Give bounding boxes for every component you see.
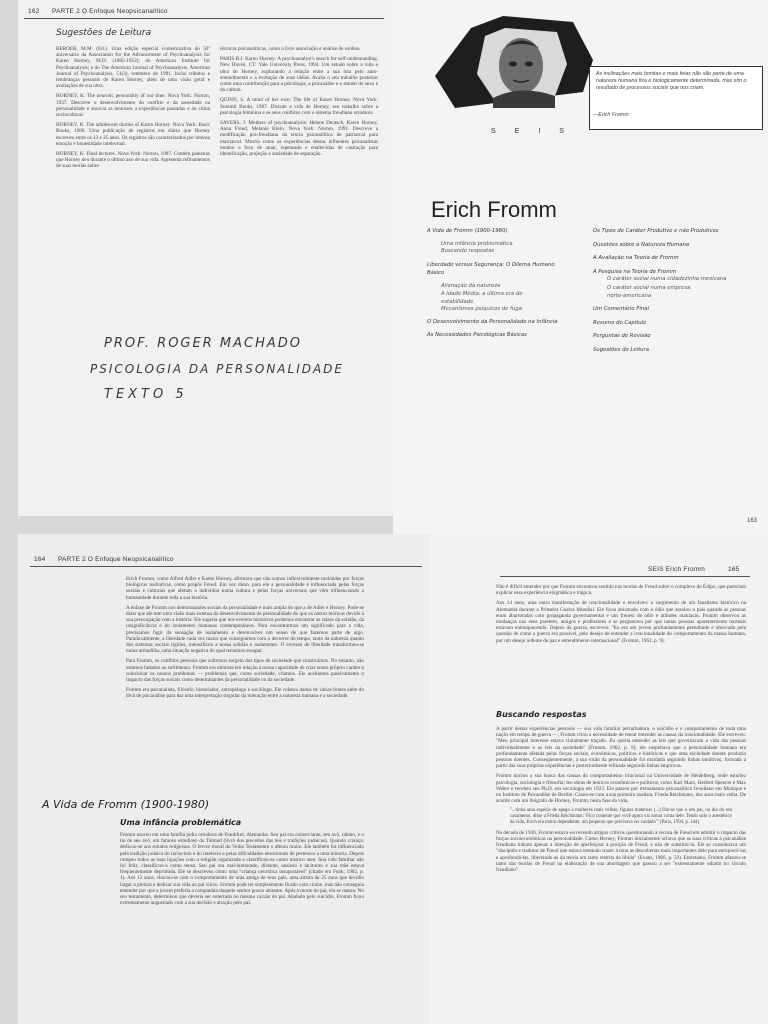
toc-right-column [593,228,763,354]
toc-item: O Desenvolvimento da Personalidade na Infância [427,319,558,325]
toc-item: A Avaliação na Teoria de Fromm [593,255,679,262]
paragraph: A ênfase de Fromm nos determinantes sociais da personalidade é mais ampla do que a de Adler e Horney. Pode-se dizer que ele tem uma visão mais extensa do desenvolvimento da personalidade do que os outros teóricos devido à sua preocupação com a história. Ele sugeria que nos eventos históricos podemos encontrar as raízes da solidão, da insignificância e do isolamento humanos contemporâneos. Para encontrarmos um significado para a vida, precisamos fugir da sensação de isolamento e desenvolver um senso de que fazemos parte de algo. Paradoxalmente, a liberdade cada vez maior que conseguimos com o decorrer do tempo, tanto da natureza quanto dos sistemas sociais rígidos, intensificou a nossa solidão e isolamento. O excesso de liberdade transformou-se numa armadilha, uma situação negativa do qual tentamos escapar. [126,604,364,655]
body-text-164 [120,832,364,910]
reference-item: SAYERS, J. Mothers of psychoanalysis: Helene Deutsch, Karen Horney, Anna Freud, Melanie Klein. Nova York: Norton, 1991. Descreve a modificação pós-freudiana da teoria psicanalítica de patriarcal para matriarcal. Mostra como as experiências destas influentes psicanalistas mudou o foco de atuar, repensado e enaltecidas de castração para identificação, projeção e ansiedade de separação. [220,120,378,158]
paragraph: Não é difícil entender por que Fromm encontrou sentido nas teorias de Freud sobre o complexo de Édipo, que pareciam explicar essa experiência enigmática e trágica. [496,584,746,597]
toc-item: A Vida de Fromm (1900-1980) [427,228,508,234]
page-number-165: 165 [728,566,740,573]
chapter-label: SEIS [491,128,583,135]
section-title-sugestoes: Sugestões de Leitura [56,28,152,38]
header-rule [24,18,384,19]
toc-item: Liberdade versus Segurança: O Dilema Humano Básico [427,262,555,276]
toc-item: O caráter social numa cidadezinha mexicana [607,276,727,283]
page-163 [393,0,768,534]
running-head-165: SEIS Erich Fromm [648,566,706,573]
paragraph: Fromm era psicanalista, filósofo, historiador, antropólogo e sociólogo. Ele coletou dados de várias fontes além do divã de psicanálise para dar uma interpretação singular da interação entre a natureza humana e a sociedade. [126,687,364,700]
references-right-column [220,46,378,161]
reference-item: PARIS B.J. Karen Horney: A psychoanalyst's search for self-understanding. New Haven, CT: Yale University Press, 1994. Um estudo sobre a vida e obra de Horney, explorando a relação entre a sua luta pelo auto-entendimento e a evolução de suas idéias. Avalia o seu trabalho posterior como uma contribuição para a psicologia, a psicanálise e o estudo do sexo e da cultura. [220,56,378,94]
toc-item: Um Comentário Final [593,305,649,312]
page-162 [18,0,393,516]
header-rule [500,576,750,577]
toc-item: Perguntas de Revisão [593,333,651,340]
header-rule [30,566,422,567]
references-left-column [56,46,210,174]
body-text-165-bottom [496,726,746,877]
body-text-165-top [496,584,746,648]
paragraph: Para Fromm, os conflitos pessoais que sofremos surgem dos tipos de sociedade que construímos. No entanto, não estamos fadados ao sofrimento. Fromm era otimista em relação à nossa capacidade de criar nosso próprio caráter e solucionar os nossos problemas — problemas que, como sociedade, criamos. Ele aceitamos passivamente o impacto das forças sociais como determinantes da personalidade ou da sociedade. [126,658,364,684]
toc-item: Os Tipos de Caráter Produtivo e não Produtivos [593,228,719,234]
paragraph: Na década de 1930, Fromm estava escrevendo artigos críticos questionando a recusa de Freud em admitir o impacto das forças socioeconômicas na personalidade. Como Horney, Fromm inicialmente achava que as suas críticas à psicanálise freudiana tinham apenas a intenção de aperfeiçoar a posição de Freud, e não de substituí-la. Ele se considerava um "discípulo e tradutor de Freud que estava tentando trazer à tona as descobertas mais importantes dele para enriquecê-las e aprofundá-las, libertando-as da teoria um tanto restrita da libido" (Evans, 1966, p. 59). Entretanto, Fromm afastou-se tanto das teorias de Freud na elaboração de sua abordagem que passou a ser "extremamente odiado no círculo freudiano" [496,829,746,874]
section-heading-vida: A Vida de Fromm (1900-1980) [42,798,210,811]
subsection-heading-infancia: Uma infância problemática [120,818,242,827]
running-head-164: PARTE 2 O Enfoque Neopsicanalítico [58,556,174,563]
chapter-title: Erich Fromm [431,197,557,222]
toc-item: As Necessidades Psicológicas Básicas [427,332,527,338]
toc-item: O caráter social numa empresa norte-americana [607,284,691,299]
handwritten-text-number: TEXTO 5 [104,387,188,402]
toc-item: Questões sobre a Natureza Humana [593,241,690,248]
running-head-162: PARTE 2 O Enfoque Neopsicanalítico [52,8,168,15]
handwritten-professor-name: PROF. ROGER MACHADO [104,336,302,351]
paragraph: Fromm iniciou a sua busca das causas do comportamento irracional na Universidade de Heidelberg, onde estudou psicologia, sociologia e filosofia; leu obras de teóricos econômicos e políticos, como Karl Marx, Herbert Spencer e Max Weber e recebeu seu Ph.D. em sociologia em 1922. Ele passou por treinamento psicanalítico freudiano em Munique e no Instituto de Psicanálise de Berlim. Casou-se com a sua primeira analista, Frieda Reichmann, dez anos mais velha. De acordo com um biógrafo de Horney, Fromm, nesta fase da vida, [496,773,746,805]
paragraph: A partir destas experiências pessoais — sua vida familiar perturbadora, o suicídio e o comportamento de toda uma nação em tempo de guerra —, Fromm criou a necessidade de tentar entender as causas da irracionalidade. Ele escreveu: "Meu principal interesse estava claramente traçado. Eu queria entender as leis que governavam a vida das pessoas individualmente e as leis da sociedade" (Fromm, 1962, p. 9); ele suspeitava que a personalidade humana era profundamente afetada pelas forças sociais, econômicas, políticas e históricas e que uma sociedade doente produzia pessoas doentes. Conseqüentemente, a sua visão da personalidade foi moldada seguindo linhas intuitivas, formada a partir das suas próprias experiências e posteriormente refinada seguindo linhas empíricas. [496,726,746,770]
toc-item: Alienação da natureza [441,283,501,289]
toc-left-column [427,228,587,339]
reference-item: HORNEY, K. The neurotic personality of our time. Nova York: Norton, 1937. Descreve o desenvolvimento do conflito e da ansiedade na personalidade e associa as neuroses a experiências passadas e ao clima sociocultural. [56,93,210,119]
paragraph: Fromm nasceu em uma família judia ortodoxa de Frankfurt, Alemanha. Seu pai era comerciante, seu avô, rabino, e o tio de seu avô, um famoso estudioso do Talmud (livro dos preceitos das leis e tradições judaicas). Quando criança, dedicou-se aos estudos religiosos. O fervor moral do Velho Testamento o afetou muito. Ele também foi influenciado pela tradição judaica do raciocínio e do intelecto e pelas dificuldades emocionais de pertencer a uma minoria. Depois rompeu todos as suas ligações com a religião organizada e classificou-se como místico ateu. Sua vida familiar não foi feliz, classificou-a como tensa. Seu pai era mal-humorado, distante, ansioso e taciturno e sua mãe estava freqüentemente deprimida. Ele se descreveu como uma "criança neurótica insuportável" (citado em Funk, 1982, p. 1). Aos 12 anos, chocou-se com o comportamento de uma amiga de seus pais, uma artista de 25 anos que decidiu largar a pintura e dedicar sua vida ao pai viúvo. Fromm pode ter simplesmente ficado com ciúme, mas não conseguia entender por que a jovem preferia a companhia daquele senhor pouco atraente. Após a morte do pai, ela se matou. No seu testamento, determinou que deveria ser enterrada no mesmo caixão do pai. Abalado pelo suicídio, Fromm ficou extremamente angustiado com a sua decisão e atração pelo pai. [120,832,364,907]
toc-item: Buscando respostas [441,248,495,254]
page-165 [430,534,768,1024]
page-number-163: 163 [747,518,758,524]
page-number-162: 162 [28,8,40,15]
toc-item: Mecanismos psíquicos de fuga [441,306,522,312]
reference-item: BEROER, M.M. (Ed.). Uma edição especial comemorativa do 50º aniversário da Association for the Advancement of Psychoanalysis for Karen Horney, M.D. (1885-1952); do American Institute for Psychoanalysis; e do The American Journal of Psychoanalysis. American Journal of Psychoanalysis, 51(3), setembro de 1991. Inclui tributos e lembranças pessoais de Karen Horney, além de uma visão geral e avaliações de sua obra. [56,46,210,90]
page-164 [18,534,430,1024]
paragraph: Aos 14 anos, uma outra manifestação de irracionalidade o envolveu: o surgimento de um fanatismo histórico na Alemanha durante a Primeira Guerra Mundial. Ele ficou abismado com o ódio que assolou o país quando as pessoas eram abarrotadas com propaganda governamental e um frenesi de ódio e atitudes maníacas. Fromm observou as mudanças nos seus parentes, amigos e professores e se perguntava por que tantas pessoas aparentemente normais estavam enlouquecendo. Depois da guerra, escreveu: "Eu era um jovem profundamente perturbado e obcecado pela questão de como a guerra era possível, pelo desejo de entender a irracionalidade do comportamento da massa humana, por um desejo ardente de paz e entendimento internacional" (Fromm, 1962, p. 9). [496,600,746,644]
paragraph: Erich Fromm, como Alfred Adler e Karen Horney, afirmava que não somos inflexivelmente moldados por forças biológicas instintivas, como propôs Freud. Em vez disso, para ele a personalidade é influenciada pelas forças sociais e culturais que afetam o indivíduo numa cultura e pelas forças universais que vêm influenciando a humanidade durante toda a sua história. [126,576,364,601]
reference-item: QUINN, S. A mind of her own: The life of Karen Horney. Nova York: Summit Books, 1987. Discute a vida de Horney, seu trabalho sobre a psicologia feminina e os seus conflitos com o sistema freudiano ortodoxo. [220,97,378,116]
epigraph-attribution: —Erich Fromm [593,112,629,118]
reference-item: técnicas psicanalíticas, como a livre associação e análise de sonhos. [220,46,361,52]
epigraph-text: As inclinações mais bonitas e mais feias não são parte de uma natureza humana fixa e biologicamente determinada, mas sim o resultado de processos sociais que nos criam. [596,71,747,91]
toc-item: Uma infância problemática [441,241,513,247]
toc-item: Sugestões de Leitura [593,346,649,353]
chapter-emblem-icon [433,14,593,132]
epigraph-box [589,66,763,130]
subsection-heading-buscando: Buscando respostas [496,710,587,719]
handwritten-course-name: PSICOLOGIA DA PERSONALIDADE [90,362,345,376]
toc-item: A Idade Média: a última era de estabilidade [441,291,523,305]
toc-item: Resumo do Capítulo [593,319,647,326]
toc-item: A Pesquisa na Teoria de Fromm [593,268,677,275]
reference-item: HORNEY, K. The adolescent diaries of Karen Horney. Nova York: Basic Books, 1980. Uma publicação de registros em diário que Horney escreveu entre os 13 e 25 anos. Os registros são caracterizados por intensa emoção e honestidade intelectual. [56,122,210,147]
intro-text [126,576,364,704]
block-quote: "...tinha uma espécie de apego a mulheres mais velhas, figuras maternas (...) Diz-se que o seu pai, no dia do seu casamento, disse a Frieda Reichmann: 'Fico contente que você agora vai tomar conta dele. Tendo sido o anestésico da vida, Erich era muito dependente, um pequeno que precisava ser cuidado'" (Paris, 1994, p. 144). [510,808,732,826]
page-number-164: 164 [34,556,46,563]
reference-item: HORNEY, K. Final lectures. Nova York: Norton, 1987. Contém palestras que Horney deu durante o último ano de sua vida. Apresenta refinamentos de suas teorias sobre [56,151,210,170]
